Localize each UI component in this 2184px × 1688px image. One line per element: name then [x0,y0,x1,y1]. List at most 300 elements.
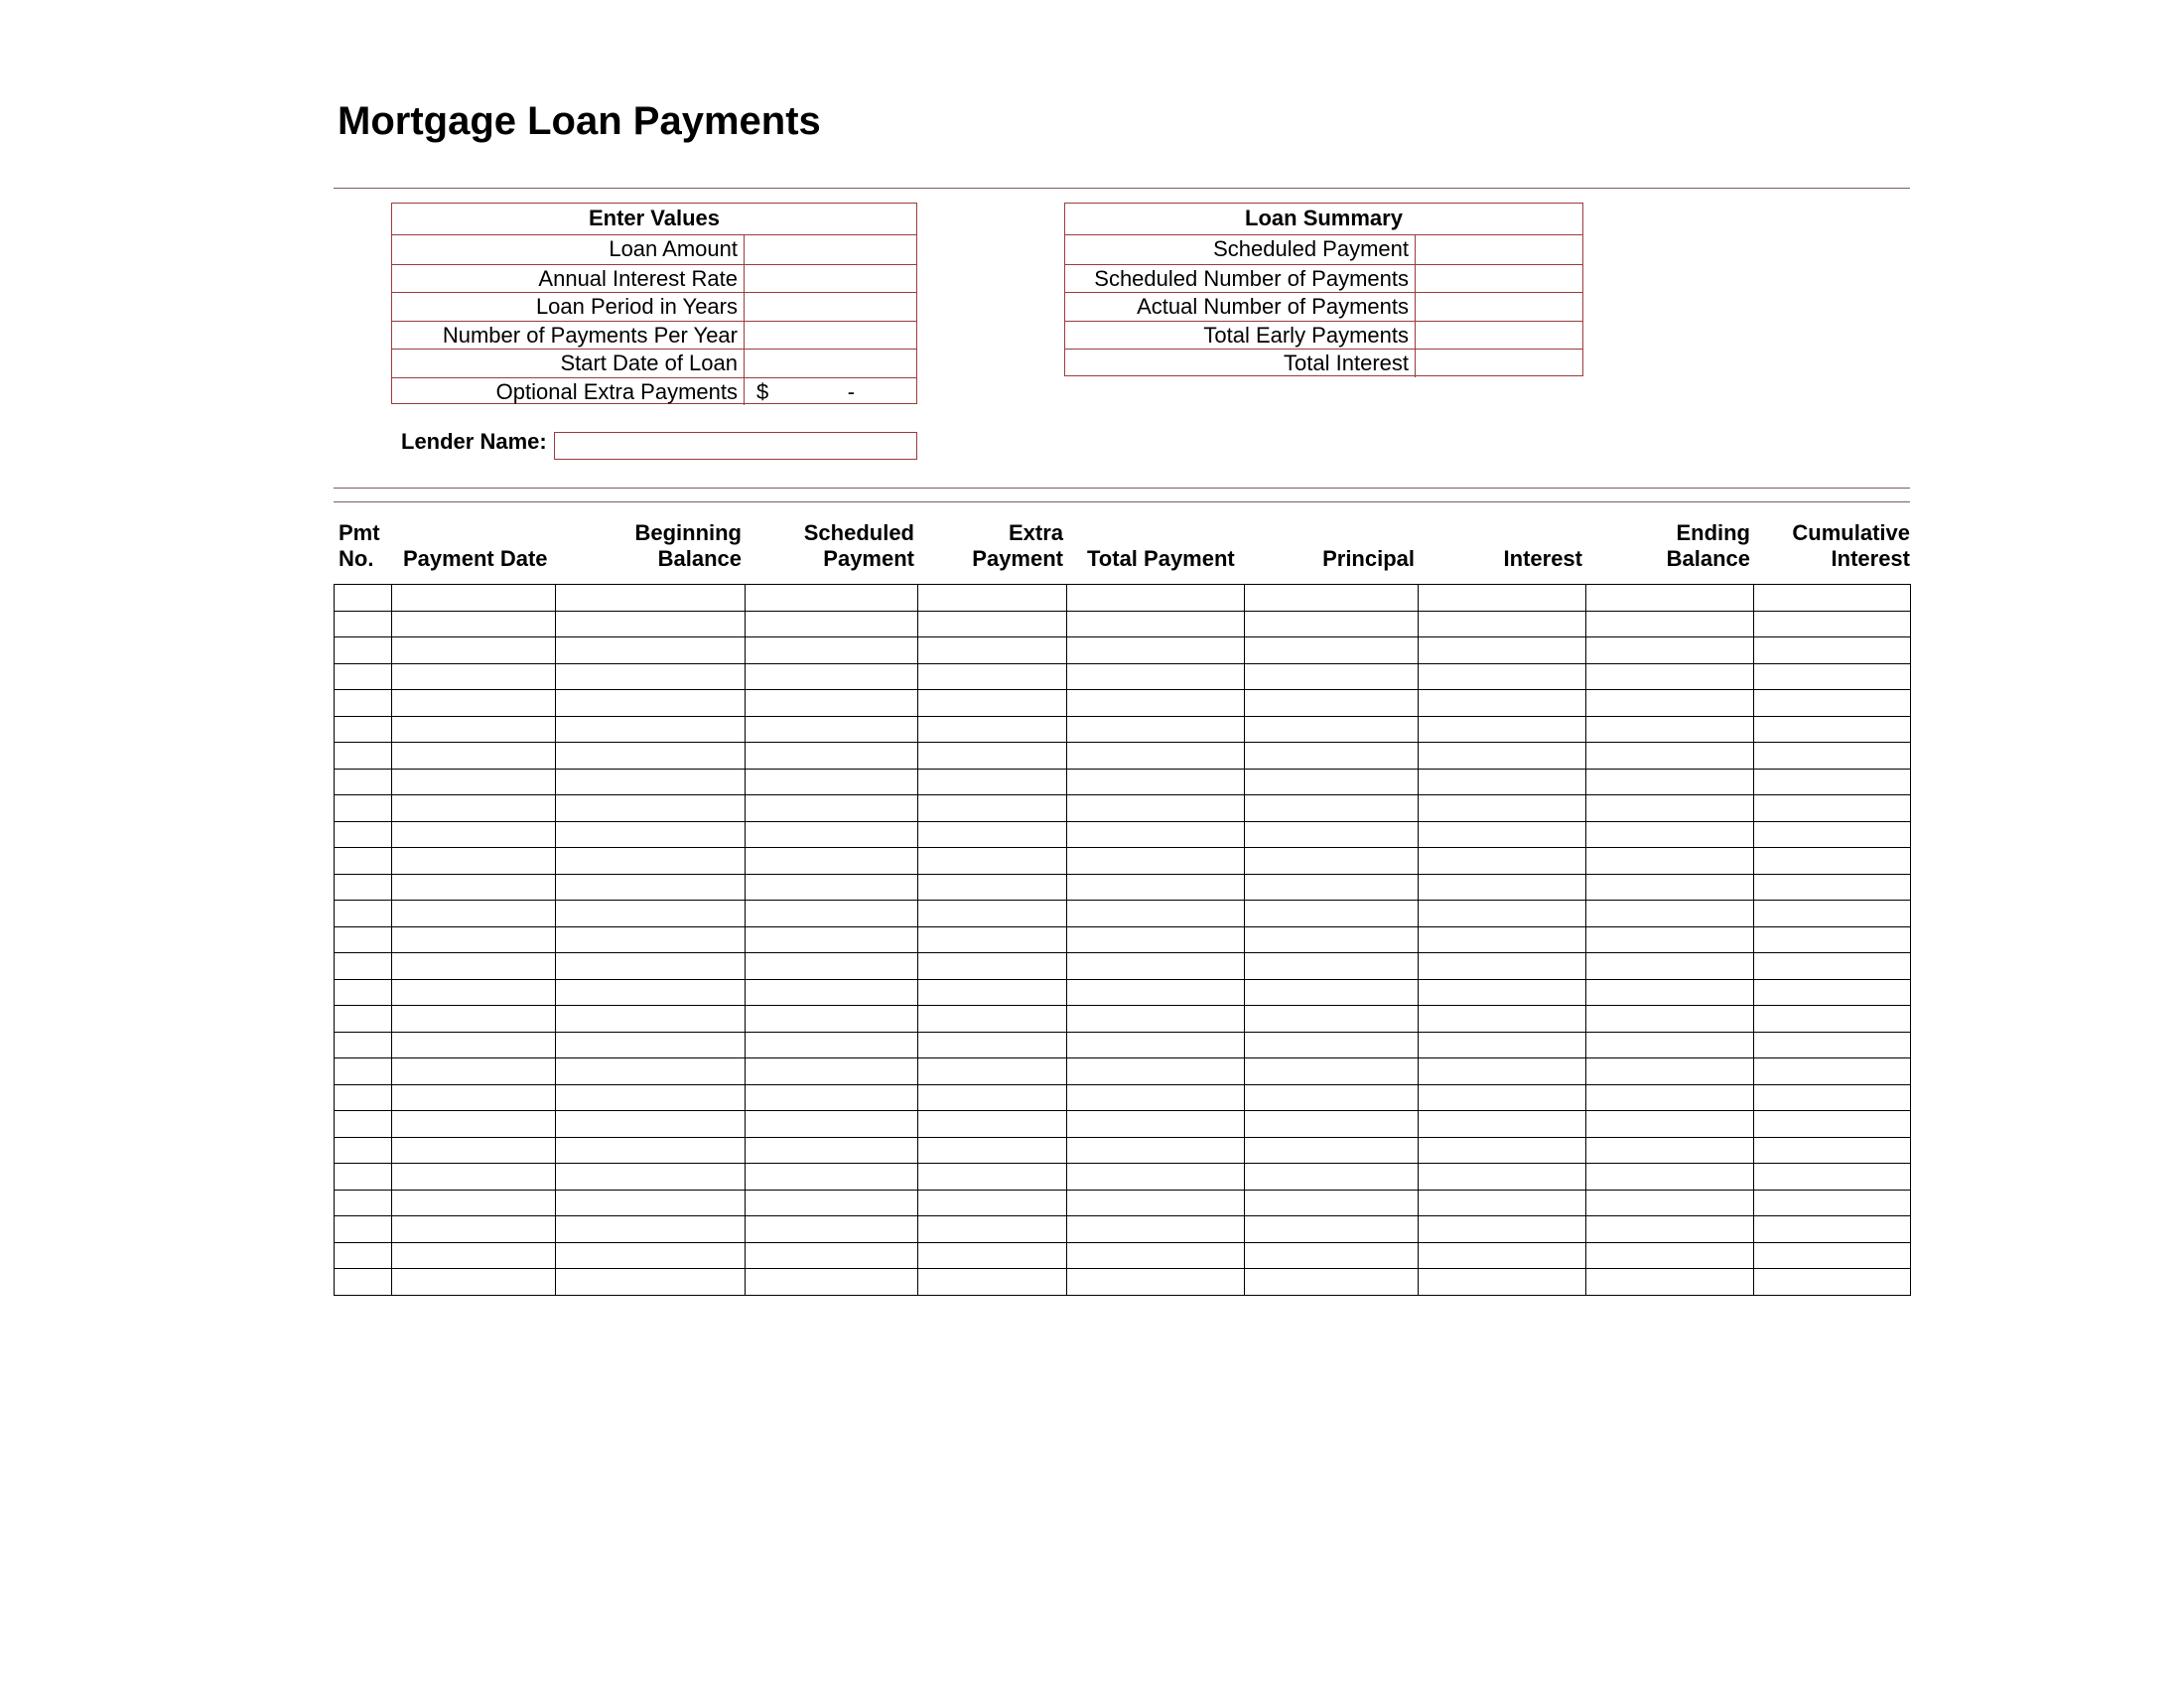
table-cell[interactable] [335,795,392,822]
table-cell[interactable] [746,1164,918,1191]
table-cell[interactable] [918,1242,1067,1269]
table-cell[interactable] [1067,1269,1245,1296]
table-cell[interactable] [556,1084,746,1111]
table-cell[interactable] [392,1164,556,1191]
table-cell[interactable] [918,1190,1067,1216]
table-cell[interactable] [556,690,746,717]
lender-name-label: Lender Name: [401,429,547,454]
table-cell[interactable] [335,901,392,927]
table-cell[interactable] [1586,926,1754,953]
table-cell[interactable] [1067,585,1245,612]
schedule-divider-lower [334,501,1910,502]
table-cell[interactable] [1586,979,1754,1006]
table-cell[interactable] [1419,1137,1586,1164]
table-cell[interactable] [1754,1006,1911,1033]
table-cell[interactable] [1419,769,1586,795]
table-cell[interactable] [392,1242,556,1269]
table-cell[interactable] [392,1190,556,1216]
table-cell[interactable] [335,1190,392,1216]
table-cell[interactable] [556,637,746,664]
table-cell[interactable] [746,1137,918,1164]
table-cell[interactable] [1067,926,1245,953]
table-cell[interactable] [392,874,556,901]
table-cell[interactable] [1067,663,1245,690]
table-cell[interactable] [392,1269,556,1296]
table-cell[interactable] [1245,663,1419,690]
table-cell[interactable] [556,1032,746,1058]
table-cell[interactable] [1245,848,1419,875]
table-cell[interactable] [556,1111,746,1138]
table-cell[interactable] [746,1032,918,1058]
table-cell[interactable] [335,874,392,901]
table-cell[interactable] [1586,1242,1754,1269]
table-cell[interactable] [335,1084,392,1111]
table-cell[interactable] [392,716,556,743]
table-cell[interactable] [556,953,746,980]
table-cell[interactable] [1586,795,1754,822]
table-cell[interactable] [918,769,1067,795]
table-cell[interactable] [392,1032,556,1058]
table-cell[interactable] [1419,637,1586,664]
table-cell[interactable] [392,1058,556,1085]
table-cell[interactable] [746,1058,918,1085]
table-cell[interactable] [1245,769,1419,795]
table-cell[interactable] [1245,690,1419,717]
table-cell[interactable] [335,769,392,795]
table-cell[interactable] [746,848,918,875]
table-cell[interactable] [918,716,1067,743]
table-cell[interactable] [1245,901,1419,927]
table-cell[interactable] [1067,1006,1245,1033]
table-cell[interactable] [392,953,556,980]
table-cell[interactable] [1754,979,1911,1006]
table-cell[interactable] [1067,1164,1245,1191]
table-cell[interactable] [1245,1084,1419,1111]
table-cell[interactable] [1067,690,1245,717]
table-cell[interactable] [335,1269,392,1296]
table-cell[interactable] [918,874,1067,901]
table-cell[interactable] [1754,926,1911,953]
table-cell[interactable] [1067,1111,1245,1138]
lender-name-input[interactable] [554,432,917,460]
table-cell[interactable] [1754,743,1911,770]
table-cell[interactable] [1419,1190,1586,1216]
table-cell[interactable] [335,848,392,875]
table-cell[interactable] [1245,637,1419,664]
table-cell[interactable] [556,821,746,848]
table-cell[interactable] [918,1006,1067,1033]
table-cell[interactable] [1754,795,1911,822]
table-cell[interactable] [335,821,392,848]
table-cell[interactable] [1245,821,1419,848]
table-cell[interactable] [1754,1216,1911,1243]
table-cell[interactable] [392,821,556,848]
table-cell[interactable] [918,1111,1067,1138]
table-cell[interactable] [392,1216,556,1243]
col-header-principal: Principal [1322,546,1415,571]
table-cell[interactable] [918,637,1067,664]
table-cell[interactable] [746,743,918,770]
table-cell[interactable] [392,1137,556,1164]
table-cell[interactable] [918,611,1067,637]
table-cell[interactable] [1067,716,1245,743]
table-cell[interactable] [1419,979,1586,1006]
table-cell[interactable] [746,637,918,664]
table-cell[interactable] [1419,953,1586,980]
table-cell[interactable] [1754,1032,1911,1058]
table-cell[interactable] [1419,901,1586,927]
table-cell[interactable] [1754,769,1911,795]
table-cell[interactable] [1245,926,1419,953]
table-cell[interactable] [1754,585,1911,612]
table-cell[interactable] [918,926,1067,953]
enter-values-value-cell[interactable]: $ - [756,378,856,404]
loan-summary-value-cell[interactable] [1416,322,1582,350]
table-cell[interactable] [556,1216,746,1243]
table-cell[interactable] [1419,1058,1586,1085]
table-cell[interactable] [918,1269,1067,1296]
table-cell[interactable] [335,663,392,690]
table-cell[interactable] [392,663,556,690]
table-cell[interactable] [1419,690,1586,717]
table-cell[interactable] [556,611,746,637]
table-cell[interactable] [556,1269,746,1296]
table-cell[interactable] [556,926,746,953]
table-cell[interactable] [1586,1084,1754,1111]
table-cell[interactable] [392,795,556,822]
table-cell[interactable] [1586,1216,1754,1243]
table-cell[interactable] [1419,1032,1586,1058]
table-cell[interactable] [1586,901,1754,927]
table-cell[interactable] [1067,979,1245,1006]
table-cell[interactable] [1754,848,1911,875]
table-cell[interactable] [746,821,918,848]
table-cell[interactable] [1586,1269,1754,1296]
table-cell[interactable] [1586,848,1754,875]
table-cell[interactable] [392,848,556,875]
table-cell[interactable] [392,901,556,927]
table-cell[interactable] [1586,953,1754,980]
table-cell[interactable] [556,1006,746,1033]
table-cell[interactable] [1754,1190,1911,1216]
enter-values-value-cell[interactable] [745,235,916,264]
table-cell[interactable] [392,690,556,717]
table-cell[interactable] [1754,953,1911,980]
table-cell[interactable] [1754,1137,1911,1164]
table-cell[interactable] [918,743,1067,770]
table-cell[interactable] [1419,848,1586,875]
table-cell[interactable] [1754,663,1911,690]
table-cell[interactable] [1419,1084,1586,1111]
table-cell[interactable] [392,743,556,770]
table-cell[interactable] [1067,874,1245,901]
table-cell[interactable] [1586,1006,1754,1033]
table-cell[interactable] [1586,1164,1754,1191]
table-cell[interactable] [1245,743,1419,770]
table-cell[interactable] [1754,901,1911,927]
table-cell[interactable] [556,795,746,822]
table-cell[interactable] [1586,769,1754,795]
table-cell[interactable] [918,795,1067,822]
table-cell[interactable] [1245,1111,1419,1138]
table-cell[interactable] [746,1190,918,1216]
enter-values-value-cell[interactable] [745,293,916,321]
table-cell[interactable] [335,585,392,612]
table-cell[interactable] [1754,690,1911,717]
table-cell[interactable] [918,1164,1067,1191]
table-cell[interactable] [1245,1137,1419,1164]
table-cell[interactable] [556,769,746,795]
table-cell[interactable] [556,901,746,927]
table-cell[interactable] [1245,716,1419,743]
table-cell[interactable] [918,663,1067,690]
table-cell[interactable] [1245,1242,1419,1269]
col-header-payment-date: Payment Date [403,546,548,571]
table-cell[interactable] [1245,1269,1419,1296]
table-row [335,1058,1911,1085]
table-cell[interactable] [1419,1242,1586,1269]
table-cell[interactable] [1419,585,1586,612]
table-cell[interactable] [1245,1006,1419,1033]
table-cell[interactable] [1754,1269,1911,1296]
table-cell[interactable] [556,1137,746,1164]
table-cell[interactable] [392,926,556,953]
table-cell[interactable] [746,874,918,901]
table-cell[interactable] [556,874,746,901]
table-cell[interactable] [1419,795,1586,822]
table-cell[interactable] [746,1006,918,1033]
table-cell[interactable] [918,953,1067,980]
table-cell[interactable] [1586,1032,1754,1058]
loan-summary-value-cell[interactable] [1416,265,1582,293]
loan-summary-panel [1064,203,1583,376]
table-cell[interactable] [746,901,918,927]
enter-values-row [392,377,916,406]
table-cell[interactable] [1419,663,1586,690]
table-cell[interactable] [1419,1164,1586,1191]
table-cell[interactable] [556,1242,746,1269]
table-cell[interactable] [746,585,918,612]
table-cell[interactable] [1419,874,1586,901]
table-cell[interactable] [556,979,746,1006]
table-cell[interactable] [335,1111,392,1138]
table-cell[interactable] [1067,953,1245,980]
table-cell[interactable] [1067,795,1245,822]
table-row [335,874,1911,901]
table-cell[interactable] [918,1137,1067,1164]
table-cell[interactable] [1586,585,1754,612]
table-cell[interactable] [335,637,392,664]
table-cell[interactable] [1586,690,1754,717]
enter-values-row [392,292,916,321]
table-cell[interactable] [335,1164,392,1191]
table-cell[interactable] [918,821,1067,848]
enter-values-value-cell[interactable] [745,265,916,293]
table-cell[interactable] [746,1111,918,1138]
table-cell[interactable] [1245,874,1419,901]
table-cell[interactable] [1067,1242,1245,1269]
table-cell[interactable] [335,611,392,637]
table-cell[interactable] [746,1269,918,1296]
table-cell[interactable] [918,1084,1067,1111]
table-cell[interactable] [1245,979,1419,1006]
table-cell[interactable] [1419,1269,1586,1296]
table-cell[interactable] [556,716,746,743]
table-cell[interactable] [746,795,918,822]
table-cell[interactable] [556,848,746,875]
table-cell[interactable] [746,769,918,795]
table-cell[interactable] [1067,637,1245,664]
table-cell[interactable] [335,926,392,953]
table-cell[interactable] [1245,611,1419,637]
table-cell[interactable] [556,743,746,770]
table-cell[interactable] [1245,1190,1419,1216]
table-cell[interactable] [1586,743,1754,770]
table-cell[interactable] [392,1084,556,1111]
table-cell[interactable] [918,690,1067,717]
table-cell[interactable] [392,611,556,637]
table-cell[interactable] [1245,1164,1419,1191]
loan-summary-value-cell[interactable] [1416,293,1582,321]
table-cell[interactable] [1245,1032,1419,1058]
table-cell[interactable] [1245,585,1419,612]
table-cell[interactable] [1419,1216,1586,1243]
table-cell[interactable] [1245,1216,1419,1243]
table-cell[interactable] [1586,1190,1754,1216]
table-cell[interactable] [1754,821,1911,848]
table-cell[interactable] [1067,1137,1245,1164]
table-cell[interactable] [1245,795,1419,822]
table-cell[interactable] [1586,1137,1754,1164]
table-cell[interactable] [746,690,918,717]
table-cell[interactable] [392,769,556,795]
table-cell[interactable] [335,743,392,770]
table-cell[interactable] [918,901,1067,927]
loan-summary-value-cell[interactable] [1416,350,1582,377]
table-cell[interactable] [746,1242,918,1269]
table-cell[interactable] [335,716,392,743]
table-cell[interactable] [746,611,918,637]
table-cell[interactable] [918,1216,1067,1243]
table-cell[interactable] [746,716,918,743]
table-row [335,979,1911,1006]
table-cell[interactable] [335,1006,392,1033]
table-cell[interactable] [335,1242,392,1269]
table-cell[interactable] [1067,1084,1245,1111]
table-cell[interactable] [1586,716,1754,743]
table-cell[interactable] [918,585,1067,612]
table-cell[interactable] [1419,1111,1586,1138]
table-cell[interactable] [1754,716,1911,743]
table-cell[interactable] [918,979,1067,1006]
page-title: Mortgage Loan Payments [338,99,821,143]
table-cell[interactable] [1067,1058,1245,1085]
table-cell[interactable] [1067,1216,1245,1243]
table-cell[interactable] [335,1137,392,1164]
table-cell[interactable] [918,1058,1067,1085]
table-cell[interactable] [1754,611,1911,637]
table-cell[interactable] [1586,611,1754,637]
table-cell[interactable] [1419,743,1586,770]
table-cell[interactable] [1067,611,1245,637]
table-cell[interactable] [335,1032,392,1058]
table-cell[interactable] [335,690,392,717]
table-cell[interactable] [556,1058,746,1085]
table-cell[interactable] [392,1111,556,1138]
table-cell[interactable] [1586,874,1754,901]
table-cell[interactable] [1754,874,1911,901]
table-cell[interactable] [1586,663,1754,690]
col-header-scheduled-payment: Scheduled Payment [803,520,914,571]
col-header-cumulative-interest: Cumulative Interest [1792,520,1910,571]
table-cell[interactable] [1754,1058,1911,1085]
table-cell[interactable] [335,953,392,980]
table-cell[interactable] [1067,821,1245,848]
table-cell[interactable] [746,1216,918,1243]
enter-values-value-cell[interactable] [745,322,916,350]
table-cell[interactable] [392,585,556,612]
table-cell[interactable] [556,1164,746,1191]
table-cell[interactable] [1067,1032,1245,1058]
table-cell[interactable] [918,848,1067,875]
table-cell[interactable] [335,1216,392,1243]
table-cell[interactable] [556,585,746,612]
table-cell[interactable] [746,663,918,690]
enter-values-row [392,349,916,377]
table-cell[interactable] [1586,1058,1754,1085]
table-cell[interactable] [1754,1084,1911,1111]
table-cell[interactable] [392,979,556,1006]
enter-values-label: Loan Amount [392,235,745,264]
table-cell[interactable] [1586,821,1754,848]
table-cell[interactable] [1419,821,1586,848]
table-cell[interactable] [1245,1058,1419,1085]
enter-values-value-cell[interactable] [745,350,916,377]
table-row [335,1242,1911,1269]
table-cell[interactable] [1754,1111,1911,1138]
table-cell[interactable] [1419,1006,1586,1033]
table-cell[interactable] [1067,848,1245,875]
table-cell[interactable] [392,1006,556,1033]
table-cell[interactable] [335,979,392,1006]
table-cell[interactable] [1067,1190,1245,1216]
table-cell[interactable] [1586,1111,1754,1138]
table-cell[interactable] [746,1084,918,1111]
table-row [335,716,1911,743]
table-cell[interactable] [918,1032,1067,1058]
table-cell[interactable] [556,1190,746,1216]
table-cell[interactable] [556,663,746,690]
table-cell[interactable] [1419,611,1586,637]
table-cell[interactable] [746,953,918,980]
table-cell[interactable] [1245,953,1419,980]
table-cell[interactable] [1419,926,1586,953]
table-cell[interactable] [1754,637,1911,664]
table-cell[interactable] [746,926,918,953]
loan-summary-value-cell[interactable] [1416,235,1582,264]
table-cell[interactable] [1754,1242,1911,1269]
table-cell[interactable] [1419,716,1586,743]
table-cell[interactable] [1067,743,1245,770]
table-cell[interactable] [392,637,556,664]
table-cell[interactable] [746,979,918,1006]
top-divider [334,188,1910,189]
table-cell[interactable] [1067,769,1245,795]
table-cell[interactable] [335,1058,392,1085]
table-cell[interactable] [1586,637,1754,664]
table-cell[interactable] [1754,1164,1911,1191]
table-cell[interactable] [1067,901,1245,927]
